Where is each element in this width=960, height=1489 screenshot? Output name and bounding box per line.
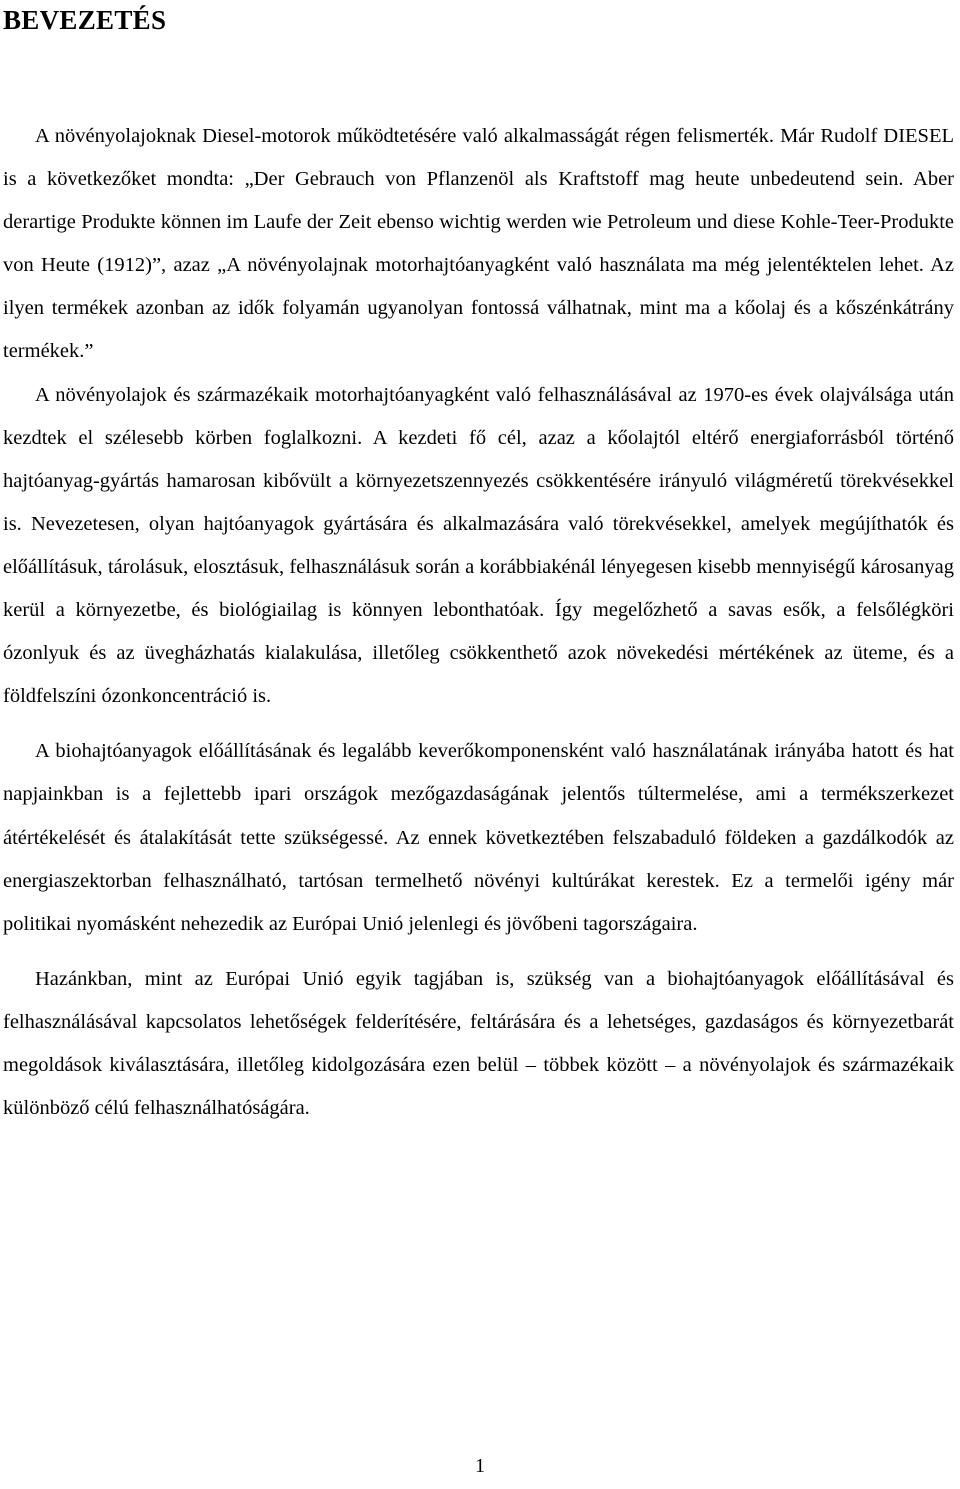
paragraph-agriculture: A biohajtóanyagok előállításának és legalább keverőkomponensként való használatának irányába hatott és hat napjainkban is a fejlettebb ipari országok mezőgazdaságának jelentős túltermelése, ami a termékszerkezet átértékelését és átalakítását tette szükségessé. Az ennek következtében felszabaduló földeken a gazdálkodók az energiaszektorban felhasználható, tartósan termelhető növényi kultúrákat kerestek. Ez a termelői igény már politikai nyomásként nehezedik az Európai Unió jelenlegi és jövőbeni tagországaira. bbox=[3, 740, 954, 935]
page-number: 1 bbox=[475, 1455, 485, 1477]
section-heading: BEVEZETÉS bbox=[3, 5, 167, 35]
paragraph-oil-crisis: A növényolajok és származékaik motorhajtóanyagként való felhasználásával az 1970-es évek olajválsága után kezdtek el szélesebb körben foglalkozni. A kezdeti fő cél, azaz a kőolajtól eltérő energiaforrásból történő hajtóanyag-gyártás hamarosan kibővült a környezetszennyezés csökkentésére irányuló világméretű törekvésekkel is. Nevezetesen, olyan hajtóanyagok gyártására és alkalmazására való törekvésekkel, amelyek megújíthatók és előállításuk, tárolásuk, elosztásuk, felhasználásuk során a korábbiakénál lényegesen kisebb mennyiségű károsanyag kerül a környezetbe, és biológiailag is könnyen lebonthatóak. Így megelőzhető a savas esők, a felsőlégköri ózonlyuk és az üvegházhatás kialakulása, illetőleg csökkenthető azok növekedési mértékének az üteme, és a földfelszíni ózonkoncentráció is. bbox=[3, 383, 954, 708]
body-text bbox=[3, 115, 954, 1130]
paragraph-diesel-quote: A növényolajoknak Diesel-motorok működtetésére való alkalmasságát régen felismerték. Már Rudolf DIESEL is a következőket mondta: „Der Gebrauch von Pflanzenöl als Kraftstoff mag heute unbedeutend sein. Aber derartige Produkte können im Laufe der Zeit ebenso wichtig werden wie Petroleum und diese Kohle-Teer-Produkte von Heute (1912)”, azaz „A növényolajnak motorhajtóanyagként való használata ma még jelentéktelen lehet. Az ilyen termékek azonban az idők folyamán ugyanolyan fontossá válhatnak, mint ma a kőolaj és a kőszénkátrány termékek.” bbox=[3, 125, 954, 363]
paragraph-hungary: Hazánkban, mint az Európai Unió egyik tagjában is, szükség van a biohajtóanyagok előállításával és felhasználásával kapcsolatos lehetőségek felderítésére, feltárására és a lehetséges, gazdaságos és környezetbarát megoldások kiválasztására, illetőleg kidolgozására ezen belül – többek között – a növényolajok és származékaik különböző célú felhasználhatóságára. bbox=[3, 967, 954, 1120]
